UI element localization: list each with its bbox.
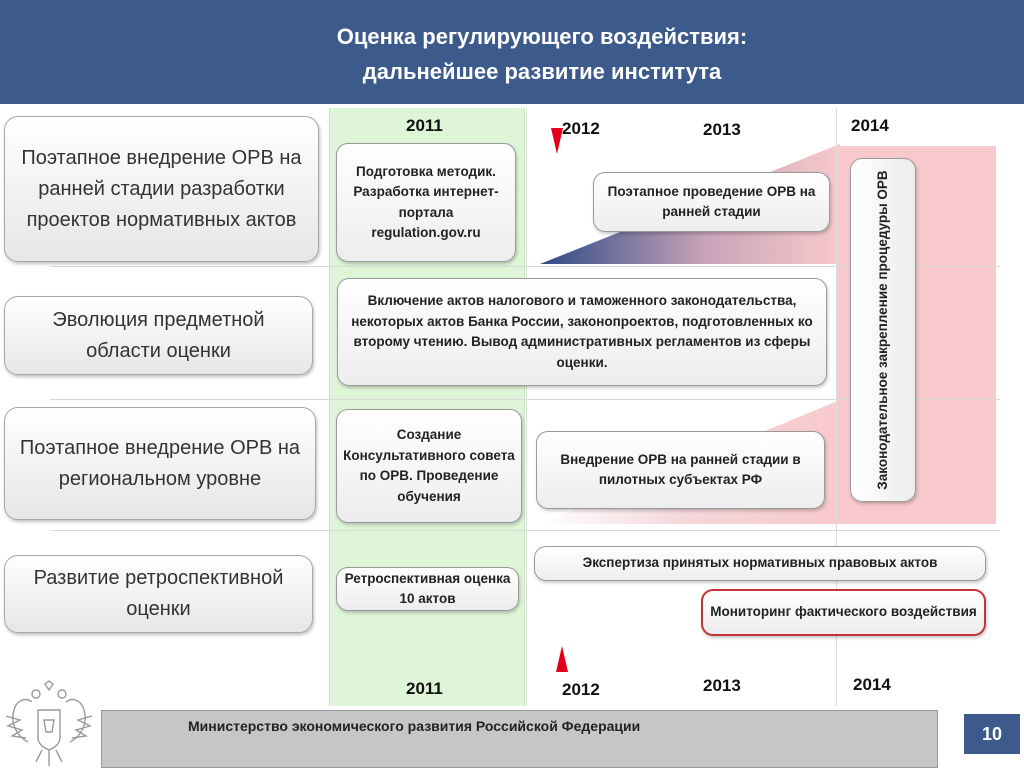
year-label-2011-bottom: 2011 [406,679,443,698]
box-early-stage: Поэтапное проведение ОРВ на ранней стадии [593,172,830,232]
box-expertise: Экспертиза принятых нормативных правовых актов [534,546,986,581]
footer-bar [101,710,938,768]
start-marker-icon [556,646,568,672]
year-label-2012: 2012 [562,119,600,138]
box-advisory-council: Создание Консультативного совета по ОРВ. Проведение обучения [336,409,522,523]
start-marker-icon [551,128,563,154]
ministry-name: Министерство экономического развития Российской Федерации [188,718,641,734]
row-label-regional: Поэтапное внедрение ОРВ на региональном уровне [4,407,316,520]
row-label-scope: Эволюция предметной области оценки [4,296,313,375]
box-monitoring: Мониторинг фактического воздействия [701,589,986,636]
box-scope-evolution: Включение актов налогового и таможенного законодательства, некоторых актов Банка России, законопроектов, подготовленных ко второму чтению. Вывод административных регламентов из сферы оценки. [337,278,827,386]
slide-title-line1: Оценка регулирующего воздействия: [336,24,748,49]
box-prep-methods: Подготовка методик. Разработка интернет-портала regulation.gov.ru [336,143,516,262]
legislative-text: Законодательное закрепление процедуры ОРВ [875,170,890,490]
year-separator-2012 [526,108,527,706]
year-label-2013-bottom: 2013 [703,676,741,695]
russian-coat-of-arms-icon [2,680,96,768]
year-label-2011: 2011 [406,116,443,135]
slide-header [0,0,1024,104]
slide-title-line2: дальнейшее развитие института [362,59,722,84]
year-label-2012-bottom: 2012 [562,680,600,699]
box-retro-10-acts: Ретроспективная оценка 10 актов [336,567,519,611]
page-number: 10 [964,714,1020,754]
year-label-2013: 2013 [703,120,741,139]
box-legislative-consolidation [850,158,916,502]
row-label-retrospective: Развитие ретроспективной оценки [4,555,313,633]
row-label-early-stage: Поэтапное внедрение ОРВ на ранней стадии разработки проектов нормативных актов [4,116,319,262]
box-pilot-regions: Внедрение ОРВ на ранней стадии в пилотных субъектах РФ [536,431,825,509]
year-label-2014-bottom: 2014 [853,675,891,694]
year-label-2014: 2014 [851,116,889,135]
row-separator [50,530,1000,531]
